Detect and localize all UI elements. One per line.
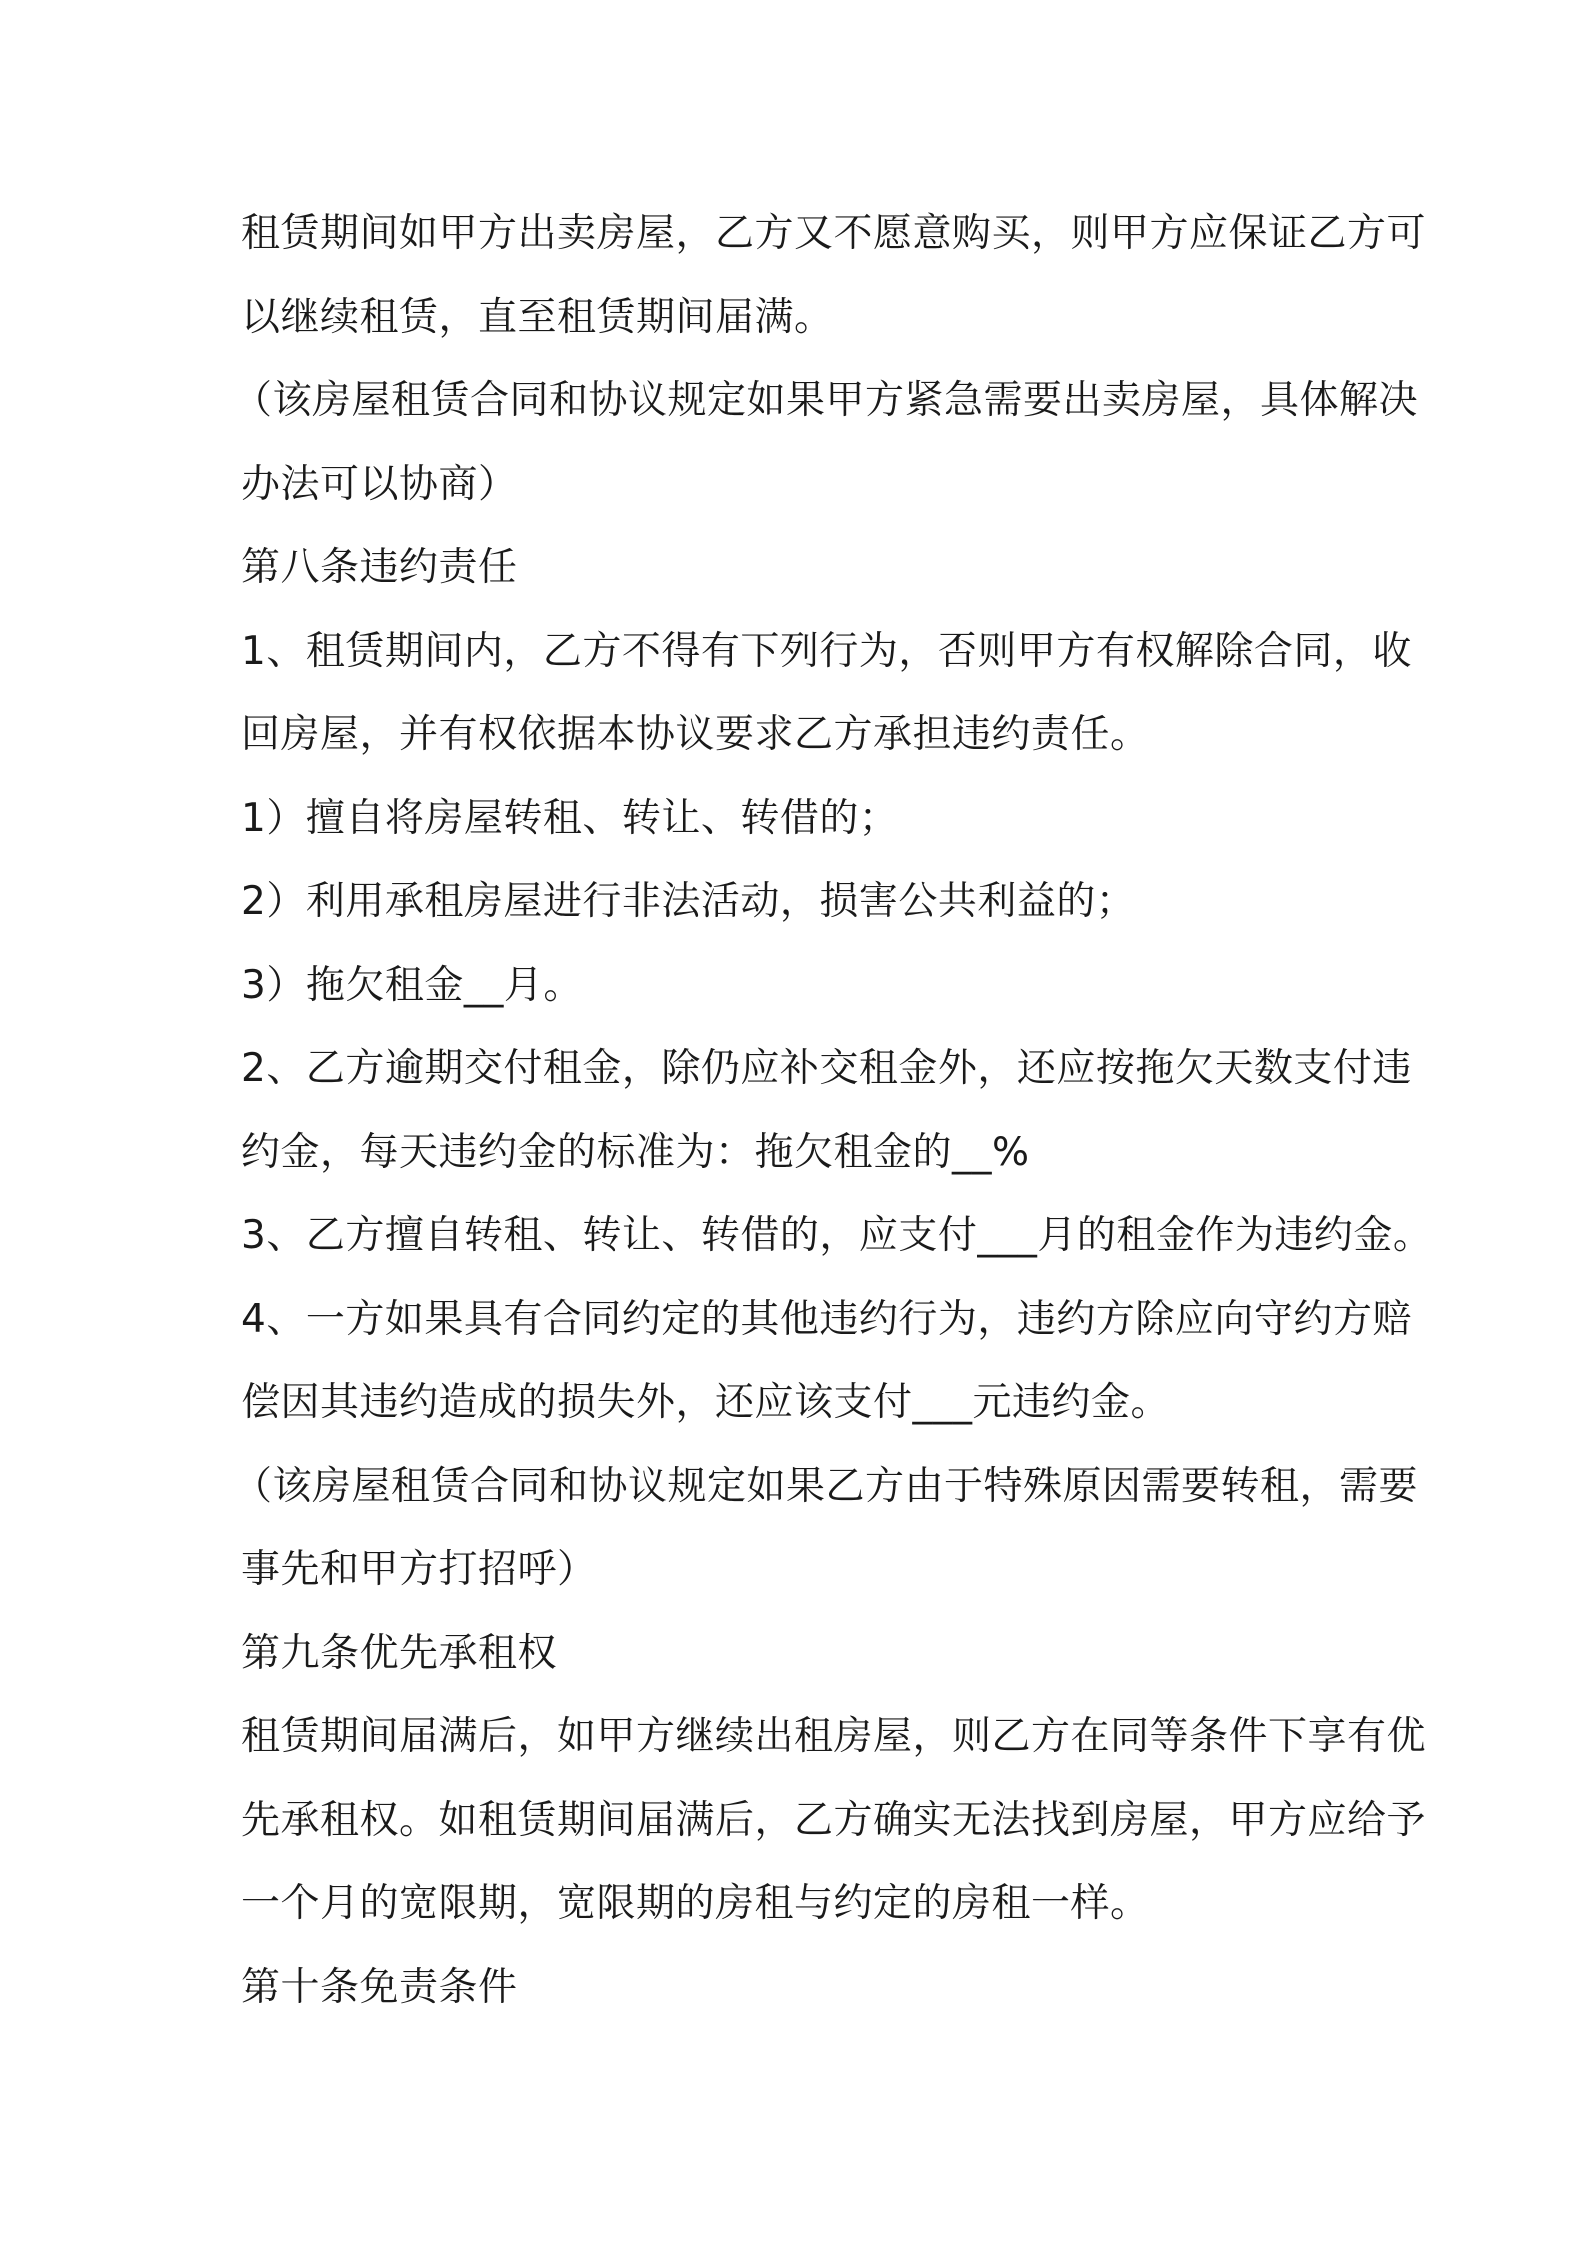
note-line: 事先和甲方打招呼） [241,1547,597,1592]
paragraph-line: 租赁期间届满后，如甲方继续出租房屋，则乙方在同等条件下享有优 [241,1714,1427,1759]
section-heading: 第八条违约责任 [241,545,518,590]
note-line: 办法可以协商） [241,461,518,507]
sub-item-line: 3）拖欠租金__月。 [241,962,583,1008]
clause-line: 约金，每天违约金的标准为：拖欠租金的__% [241,1129,1030,1175]
clause-line: 1、租赁期间内，乙方不得有下列行为，否则甲方有权解除合同，收 [241,628,1412,674]
document-body [233,192,1433,2029]
clause-line: 2、乙方逾期交付租金，除仍应补交租金外，还应按拖欠天数支付违 [241,1046,1412,1091]
section-heading: 第九条优先承租权 [241,1630,558,1676]
paragraph-line: 租赁期间如甲方出卖房屋，乙方又不愿意购买，则甲方应保证乙方可 [241,211,1427,256]
paragraph-line: 先承租权。如租赁期间届满后，乙方确实无法找到房屋，甲方应给予 [241,1797,1427,1843]
paragraph-line: 一个月的宽限期，宽限期的房租与约定的房租一样。 [241,1881,1150,1926]
note-line: （该房屋租赁合同和协议规定如果甲方紧急需要出卖房屋，具体解决 [233,378,1419,423]
clause-line: 4、一方如果具有合同约定的其他违约行为，违约方除应向守约方赔 [241,1296,1412,1342]
sub-item-line: 2）利用承租房屋进行非法活动，损害公共利益的； [241,879,1136,924]
sub-item-line: 1）擅自将房屋转租、转让、转借的； [241,795,899,841]
note-line: （该房屋租赁合同和协议规定如果乙方由于特殊原因需要转租，需要 [233,1463,1419,1509]
clause-line: 3、乙方擅自转租、转让、转借的，应支付___月的租金作为违约金。 [241,1213,1433,1258]
section-heading: 第十条免责条件 [241,1964,518,2010]
clause-line: 偿因其违约造成的损失外，还应该支付___元违约金。 [241,1380,1171,1425]
clause-line: 回房屋，并有权依据本协议要求乙方承担违约责任。 [241,712,1150,757]
paragraph-line: 以继续租赁，直至租赁期间届满。 [241,294,834,340]
